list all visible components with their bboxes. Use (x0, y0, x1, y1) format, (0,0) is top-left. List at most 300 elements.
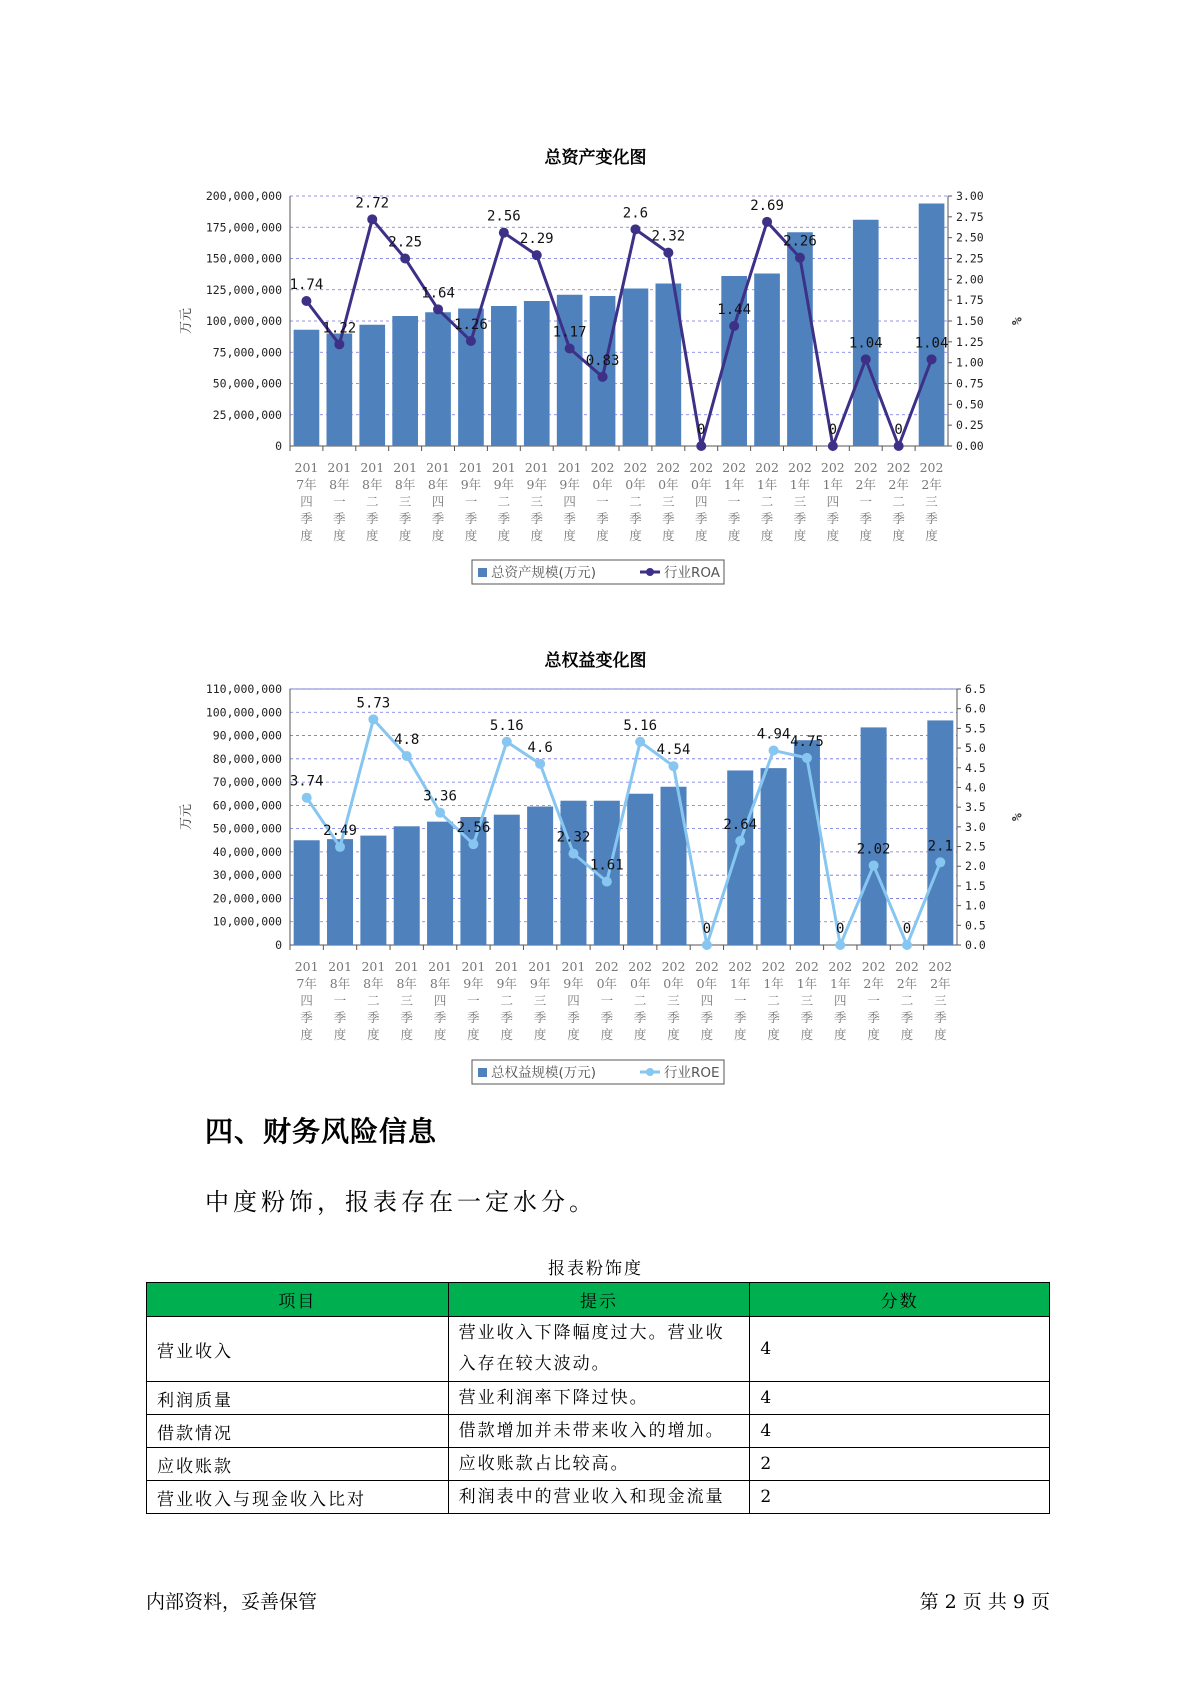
x-category-label: 四 (300, 494, 313, 509)
bar (794, 740, 820, 945)
total-assets-chart (0, 178, 1191, 628)
data-label: 1.17 (552, 324, 587, 341)
data-label: 4.8 (394, 731, 420, 748)
x-category-label: 度 (300, 528, 313, 543)
table-row (147, 1317, 1050, 1382)
x-category-label: 季 (497, 511, 511, 526)
x-category-label: 三 (533, 993, 547, 1008)
data-label: 2.02 (856, 841, 891, 858)
x-category-label: 度 (793, 528, 807, 543)
x-category-label: 四 (431, 494, 445, 509)
data-label: 0 (828, 422, 838, 438)
x-category-label: 度 (600, 1027, 614, 1042)
x-category-label: 一 (727, 494, 741, 509)
x-category-label: 度 (431, 528, 445, 543)
data-label: 1.74 (289, 277, 324, 293)
x-category-label: 二 (365, 494, 379, 509)
line-point (630, 224, 640, 234)
x-category-label: 季 (596, 511, 609, 526)
x-category-label: 度 (433, 1027, 447, 1042)
y-right-tick-label: 0.50 (956, 397, 984, 412)
row-item: 应收账款 (147, 1448, 449, 1481)
x-category-label: 四 (700, 993, 714, 1008)
y-right-tick-label: 3.5 (965, 800, 986, 815)
line-point (468, 839, 478, 849)
line-point (502, 737, 512, 747)
bar (392, 316, 418, 446)
line-point (568, 849, 578, 859)
x-category-label: 201 (459, 460, 483, 475)
x-category-label: 季 (333, 511, 346, 526)
y-right-axis-label: % (1008, 813, 1023, 821)
y-left-tick-label: 125,000,000 (205, 282, 282, 297)
x-category-label: 9年 (563, 976, 584, 991)
bar (294, 840, 320, 945)
x-category-label: 9年 (493, 477, 515, 492)
line-point (368, 714, 378, 724)
bar (294, 330, 320, 446)
x-category-label: 四 (433, 993, 447, 1008)
row-score: 4 (750, 1415, 1050, 1448)
x-category-label: 度 (900, 1027, 914, 1042)
line-point (335, 842, 345, 852)
y-right-tick-label: 1.0 (965, 898, 986, 913)
data-label: 5.73 (356, 695, 391, 712)
x-category-label: 度 (925, 528, 938, 543)
x-category-label: 季 (700, 1010, 714, 1025)
x-category-label: 201 (561, 959, 586, 974)
x-category-label: 季 (300, 1010, 313, 1025)
data-label: 2.26 (783, 233, 817, 250)
x-category-label: 202 (794, 959, 819, 974)
x-category-label: 9年 (460, 477, 482, 492)
bar (623, 289, 649, 447)
data-label: 3.74 (289, 773, 324, 790)
x-category-label: 201 (461, 959, 486, 974)
x-category-label: 度 (533, 1027, 547, 1042)
x-category-label: 1年 (796, 976, 818, 991)
x-category-label: 202 (788, 460, 812, 475)
x-category-label: 度 (892, 528, 905, 543)
y-left-tick-label: 150,000,000 (205, 251, 282, 266)
line-point (935, 857, 945, 867)
bar (927, 720, 953, 945)
y-left-tick-label: 175,000,000 (205, 220, 282, 235)
y-right-tick-label: 1.5 (965, 878, 986, 893)
x-category-label: 二 (500, 993, 514, 1008)
x-category-label: 季 (367, 1010, 380, 1025)
x-category-label: 三 (934, 993, 947, 1008)
data-label: 2.6 (622, 205, 649, 222)
x-category-label: 0年 (629, 976, 651, 991)
line-point (869, 860, 879, 870)
x-category-label: 三 (925, 494, 938, 509)
x-category-label: 季 (333, 1010, 347, 1025)
x-category-label: 度 (662, 528, 675, 543)
x-category-label: 8年 (363, 976, 384, 991)
x-category-label: 201 (361, 959, 386, 974)
line-point (435, 808, 445, 818)
x-category-label: 度 (497, 528, 511, 543)
x-category-label: 季 (431, 511, 445, 526)
x-category-label: 季 (900, 1010, 914, 1025)
x-category-label: 三 (398, 494, 412, 509)
line-point (433, 304, 443, 314)
line-point (663, 248, 673, 258)
x-category-label: 8年 (427, 477, 449, 492)
x-category-label: 202 (761, 959, 786, 974)
x-category-label: 1年 (723, 477, 745, 492)
x-category-label: 度 (365, 528, 379, 543)
data-label: 4.54 (656, 742, 691, 759)
table-row (147, 1382, 1050, 1415)
y-left-tick-label: 20,000,000 (212, 891, 282, 906)
legend-line-label: 行业ROA (664, 565, 721, 581)
bar (360, 836, 386, 945)
y-right-tick-label: 3.00 (956, 189, 984, 203)
row-hint: 应收账款占比较高。 (448, 1448, 750, 1481)
data-label: 2.64 (723, 817, 758, 834)
x-category-label: 季 (859, 511, 873, 526)
x-category-label: 一 (859, 494, 873, 509)
data-label: 2.1 (927, 838, 953, 855)
x-category-label: 度 (333, 1027, 347, 1042)
data-label: 1.61 (589, 857, 624, 874)
y-left-tick-label: 0 (275, 938, 282, 952)
data-label: 2.25 (388, 234, 423, 251)
y-right-tick-label: 1.00 (956, 355, 984, 370)
y-left-tick-label: 60,000,000 (212, 798, 282, 813)
x-category-label: 三 (793, 494, 807, 509)
x-category-label: 度 (633, 1027, 647, 1042)
line-point (302, 793, 312, 803)
x-category-label: 202 (861, 959, 886, 974)
x-category-label: 201 (327, 460, 352, 475)
x-category-label: 201 (328, 959, 352, 974)
y-right-tick-label: 4.5 (965, 760, 986, 775)
x-category-label: 度 (700, 1027, 714, 1042)
x-category-label: 0年 (592, 477, 613, 492)
x-category-label: 度 (563, 528, 576, 543)
data-label: 2.32 (651, 228, 686, 245)
legend-bar-swatch (478, 568, 487, 577)
x-category-label: 9年 (526, 477, 547, 492)
data-label: 1.04 (914, 335, 949, 352)
y-left-tick-label: 110,000,000 (205, 682, 282, 696)
bar (494, 815, 520, 945)
x-category-label: 季 (834, 1010, 847, 1025)
x-category-label: 季 (400, 1010, 413, 1025)
y-left-axis-label: 万元 (179, 803, 194, 831)
x-category-label: 一 (600, 993, 614, 1008)
bar (394, 826, 420, 945)
x-category-label: 201 (524, 460, 549, 475)
row-hint: 营业利润率下降过快。 (448, 1382, 750, 1415)
x-category-label: 202 (722, 460, 747, 475)
bar (359, 325, 385, 446)
x-category-label: 202 (656, 460, 681, 475)
x-category-label: 季 (433, 1010, 447, 1025)
line-point (828, 441, 838, 451)
data-label: 2.32 (556, 829, 591, 846)
x-category-label: 季 (533, 1010, 547, 1025)
x-category-label: 1年 (729, 976, 751, 991)
x-category-label: 度 (467, 1027, 480, 1042)
x-category-label: 7年 (296, 477, 317, 492)
x-category-label: 202 (728, 959, 753, 974)
line-point (861, 354, 871, 364)
line-point (635, 737, 645, 747)
x-category-label: 8年 (329, 976, 351, 991)
x-category-label: 度 (694, 528, 708, 543)
x-category-label: 201 (393, 460, 418, 475)
data-label: 1.64 (421, 285, 455, 302)
x-category-label: 季 (662, 511, 675, 526)
x-category-label: 季 (727, 511, 741, 526)
row-item: 借款情况 (147, 1415, 449, 1448)
line-point (835, 940, 845, 950)
x-category-label: 2年 (896, 976, 918, 991)
bar (853, 220, 879, 446)
row-item: 利润质量 (147, 1382, 449, 1415)
y-left-tick-label: 10,000,000 (212, 914, 282, 929)
x-category-label: 9年 (496, 976, 518, 991)
y-right-tick-label: 2.00 (956, 272, 984, 287)
x-category-label: 四 (694, 494, 708, 509)
x-category-label: 度 (867, 1027, 880, 1042)
x-category-label: 8年 (429, 976, 451, 991)
x-category-label: 202 (820, 460, 845, 475)
line-point (702, 940, 712, 950)
bar (425, 312, 451, 446)
line-point (565, 344, 575, 354)
line-point (729, 321, 739, 331)
bar (560, 801, 586, 945)
data-label: 1.22 (322, 320, 357, 337)
x-category-label: 二 (497, 494, 511, 509)
x-category-label: 一 (464, 494, 478, 509)
line-point (499, 228, 509, 238)
x-category-label: 度 (800, 1027, 814, 1042)
x-category-label: 季 (760, 511, 774, 526)
bar (627, 794, 653, 945)
x-category-label: 1年 (763, 976, 784, 991)
x-category-label: 202 (590, 460, 615, 475)
x-category-label: 度 (859, 528, 873, 543)
data-label: 2.56 (456, 820, 491, 837)
x-category-label: 季 (793, 511, 807, 526)
x-category-label: 二 (892, 494, 905, 509)
footer-page-number: 第 2 页 共 9 页 (919, 1591, 1050, 1613)
bar (727, 770, 753, 945)
x-category-label: 2年 (888, 477, 909, 492)
x-category-label: 度 (727, 528, 741, 543)
y-left-tick-label: 0 (275, 439, 282, 453)
line-point (762, 217, 772, 227)
row-item: 营业收入与现金收入比对 (147, 1481, 449, 1514)
legend-bar-label: 总资产规模(万元) (491, 565, 597, 581)
line-point (532, 250, 542, 260)
x-category-label: 季 (925, 511, 938, 526)
x-category-label: 季 (867, 1010, 880, 1025)
section-text: 中度粉饰，报表存在一定水分。 (205, 1188, 597, 1216)
y-left-tick-label: 40,000,000 (212, 844, 282, 859)
x-category-label: 202 (594, 959, 619, 974)
line-point (902, 940, 912, 950)
x-category-label: 四 (300, 993, 313, 1008)
data-label: 4.75 (790, 733, 824, 750)
x-category-label: 一 (596, 494, 609, 509)
x-category-label: 季 (694, 511, 708, 526)
bar (327, 334, 353, 447)
y-right-tick-label: 0.0 (965, 938, 986, 952)
x-category-label: 201 (360, 460, 385, 475)
y-left-tick-label: 80,000,000 (212, 751, 282, 766)
x-category-label: 三 (667, 993, 680, 1008)
x-category-label: 202 (661, 959, 686, 974)
row-item: 营业收入 (147, 1317, 449, 1382)
x-category-label: 二 (767, 993, 780, 1008)
x-category-label: 度 (767, 1027, 780, 1042)
x-category-label: 二 (367, 993, 380, 1008)
x-category-label: 202 (853, 460, 878, 475)
x-category-label: 202 (928, 959, 953, 974)
footer-confidential: 内部资料，妥善保管 (146, 1591, 318, 1613)
x-category-label: 9年 (529, 976, 551, 991)
y-right-tick-label: 0.75 (956, 376, 984, 391)
y-left-axis-label: 万元 (179, 307, 194, 335)
x-category-label: 一 (467, 993, 480, 1008)
x-category-label: 度 (834, 1027, 847, 1042)
data-label: 1.04 (848, 335, 883, 352)
data-label: 0 (902, 921, 912, 937)
x-category-label: 季 (826, 511, 840, 526)
x-category-label: 季 (892, 511, 905, 526)
legend-line-marker (646, 568, 654, 576)
row-score: 4 (750, 1382, 1050, 1415)
x-category-label: 2年 (855, 477, 876, 492)
bar (557, 295, 583, 446)
x-category-label: 季 (800, 1010, 814, 1025)
x-category-label: 0年 (625, 477, 646, 492)
y-right-tick-label: 5.5 (965, 721, 986, 736)
line-point (301, 296, 311, 306)
x-category-label: 度 (500, 1027, 514, 1042)
x-category-label: 0年 (596, 976, 618, 991)
x-category-label: 三 (400, 993, 413, 1008)
data-label: 0 (894, 422, 903, 438)
x-category-label: 201 (294, 460, 319, 475)
data-label: 2.29 (519, 231, 554, 248)
line-point (535, 759, 545, 769)
y-left-tick-label: 50,000,000 (212, 821, 282, 836)
column-header: 提示 (448, 1283, 750, 1317)
y-right-tick-label: 2.0 (965, 859, 986, 874)
x-category-label: 季 (667, 1010, 680, 1025)
x-category-label: 度 (629, 528, 642, 543)
x-category-label: 0年 (691, 477, 712, 492)
x-category-label: 一 (333, 993, 347, 1008)
x-category-label: 7年 (296, 976, 317, 991)
y-right-tick-label: 1.75 (956, 293, 984, 308)
line-point (669, 761, 679, 771)
x-category-label: 9年 (559, 477, 580, 492)
table-row (147, 1415, 1050, 1448)
x-category-label: 201 (294, 959, 319, 974)
x-category-label: 二 (900, 993, 914, 1008)
y-left-tick-label: 200,000,000 (205, 189, 282, 203)
x-category-label: 度 (733, 1027, 747, 1042)
x-category-label: 季 (500, 1010, 514, 1025)
line-point (402, 751, 412, 761)
row-score: 4 (750, 1317, 1050, 1382)
line-point (802, 753, 812, 763)
y-right-tick-label: 3.0 (965, 819, 986, 834)
x-category-label: 四 (567, 993, 580, 1008)
x-category-label: 202 (755, 460, 779, 475)
line-point (400, 254, 410, 264)
x-category-label: 201 (394, 959, 419, 974)
x-category-label: 季 (464, 511, 478, 526)
x-category-label: 202 (689, 460, 714, 475)
bar (761, 768, 787, 945)
y-left-tick-label: 70,000,000 (212, 775, 282, 790)
legend-line-marker (646, 1068, 654, 1076)
x-category-label: 季 (467, 1010, 480, 1025)
x-category-label: 度 (760, 528, 774, 543)
x-category-label: 0年 (658, 477, 679, 492)
line-point (696, 441, 706, 451)
x-category-label: 1年 (756, 477, 778, 492)
table-caption: 报表粉饰度 (548, 1259, 643, 1279)
data-label: 3.36 (423, 788, 457, 805)
data-label: 4.6 (527, 739, 553, 756)
x-category-label: 202 (623, 460, 648, 475)
line-point (769, 745, 779, 755)
x-category-label: 0年 (663, 976, 684, 991)
x-category-label: 8年 (362, 477, 383, 492)
y-left-tick-label: 50,000,000 (212, 376, 282, 391)
x-category-label: 季 (934, 1010, 947, 1025)
data-label: 0 (702, 921, 712, 937)
line-point (602, 877, 612, 887)
x-category-label: 度 (300, 1027, 313, 1042)
table-row (147, 1448, 1050, 1481)
x-category-label: 季 (365, 511, 379, 526)
x-category-label: 201 (494, 959, 519, 974)
y-left-tick-label: 25,000,000 (212, 407, 282, 422)
x-category-label: 度 (567, 1027, 580, 1042)
y-right-tick-label: 5.0 (965, 741, 986, 756)
x-category-label: 三 (530, 494, 544, 509)
legend-line-label: 行业ROE (664, 1065, 720, 1081)
x-category-label: 一 (867, 993, 880, 1008)
x-category-label: 201 (426, 460, 450, 475)
x-category-label: 四 (563, 494, 576, 509)
x-category-label: 度 (596, 528, 609, 543)
x-category-label: 201 (428, 959, 453, 974)
chart-title-total-equity: 总权益变化图 (544, 651, 647, 671)
y-right-axis-label: % (1008, 317, 1023, 325)
x-category-label: 202 (694, 959, 719, 974)
y-right-tick-label: 2.25 (956, 251, 984, 266)
y-right-tick-label: 2.50 (956, 230, 984, 245)
line-point (598, 372, 608, 382)
legend-bar-swatch (478, 1068, 487, 1077)
section-heading: 四、财务风险信息 (205, 1115, 438, 1148)
x-category-label: 度 (367, 1027, 380, 1042)
bar (919, 204, 945, 447)
